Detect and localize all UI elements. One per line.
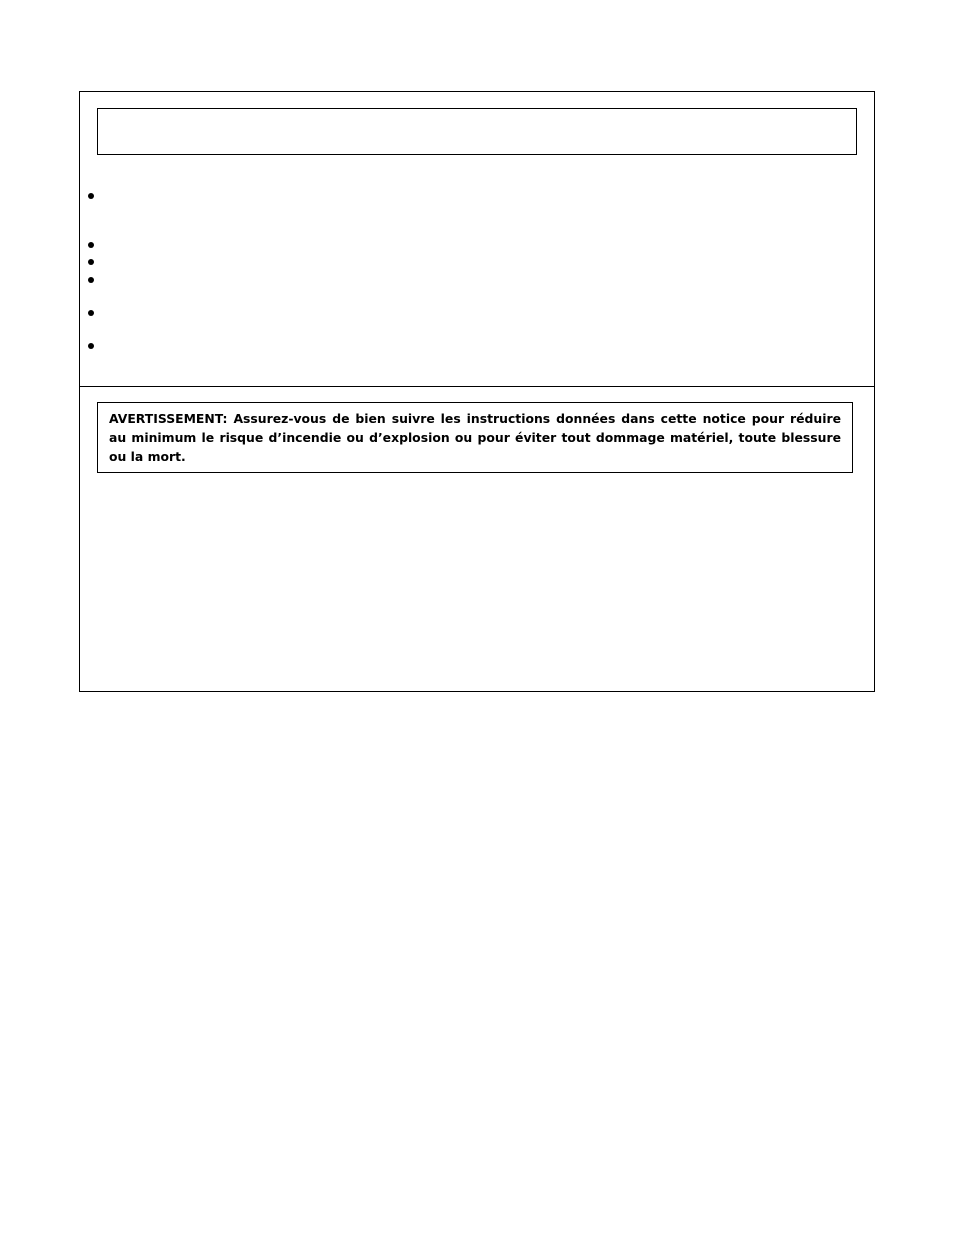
bullet-4 bbox=[88, 277, 94, 283]
header-box bbox=[97, 108, 857, 155]
top-section bbox=[80, 92, 874, 387]
warning-text: AVERTISSEMENT: Assurez-vous de bien suivre les instructions données dans cette notice pour réduire au minimum le risque d’incendie ou d’explosion ou pour éviter tout dommage matériel, toute blessure ou la mort. bbox=[109, 411, 841, 464]
bullet-5 bbox=[88, 310, 94, 316]
warning-box bbox=[97, 402, 853, 473]
bullet-6 bbox=[88, 343, 94, 349]
bullet-3 bbox=[88, 259, 94, 265]
bullet-1 bbox=[88, 193, 94, 199]
bottom-section bbox=[80, 387, 874, 691]
bullet-2 bbox=[88, 242, 94, 248]
document-frame bbox=[79, 91, 875, 692]
